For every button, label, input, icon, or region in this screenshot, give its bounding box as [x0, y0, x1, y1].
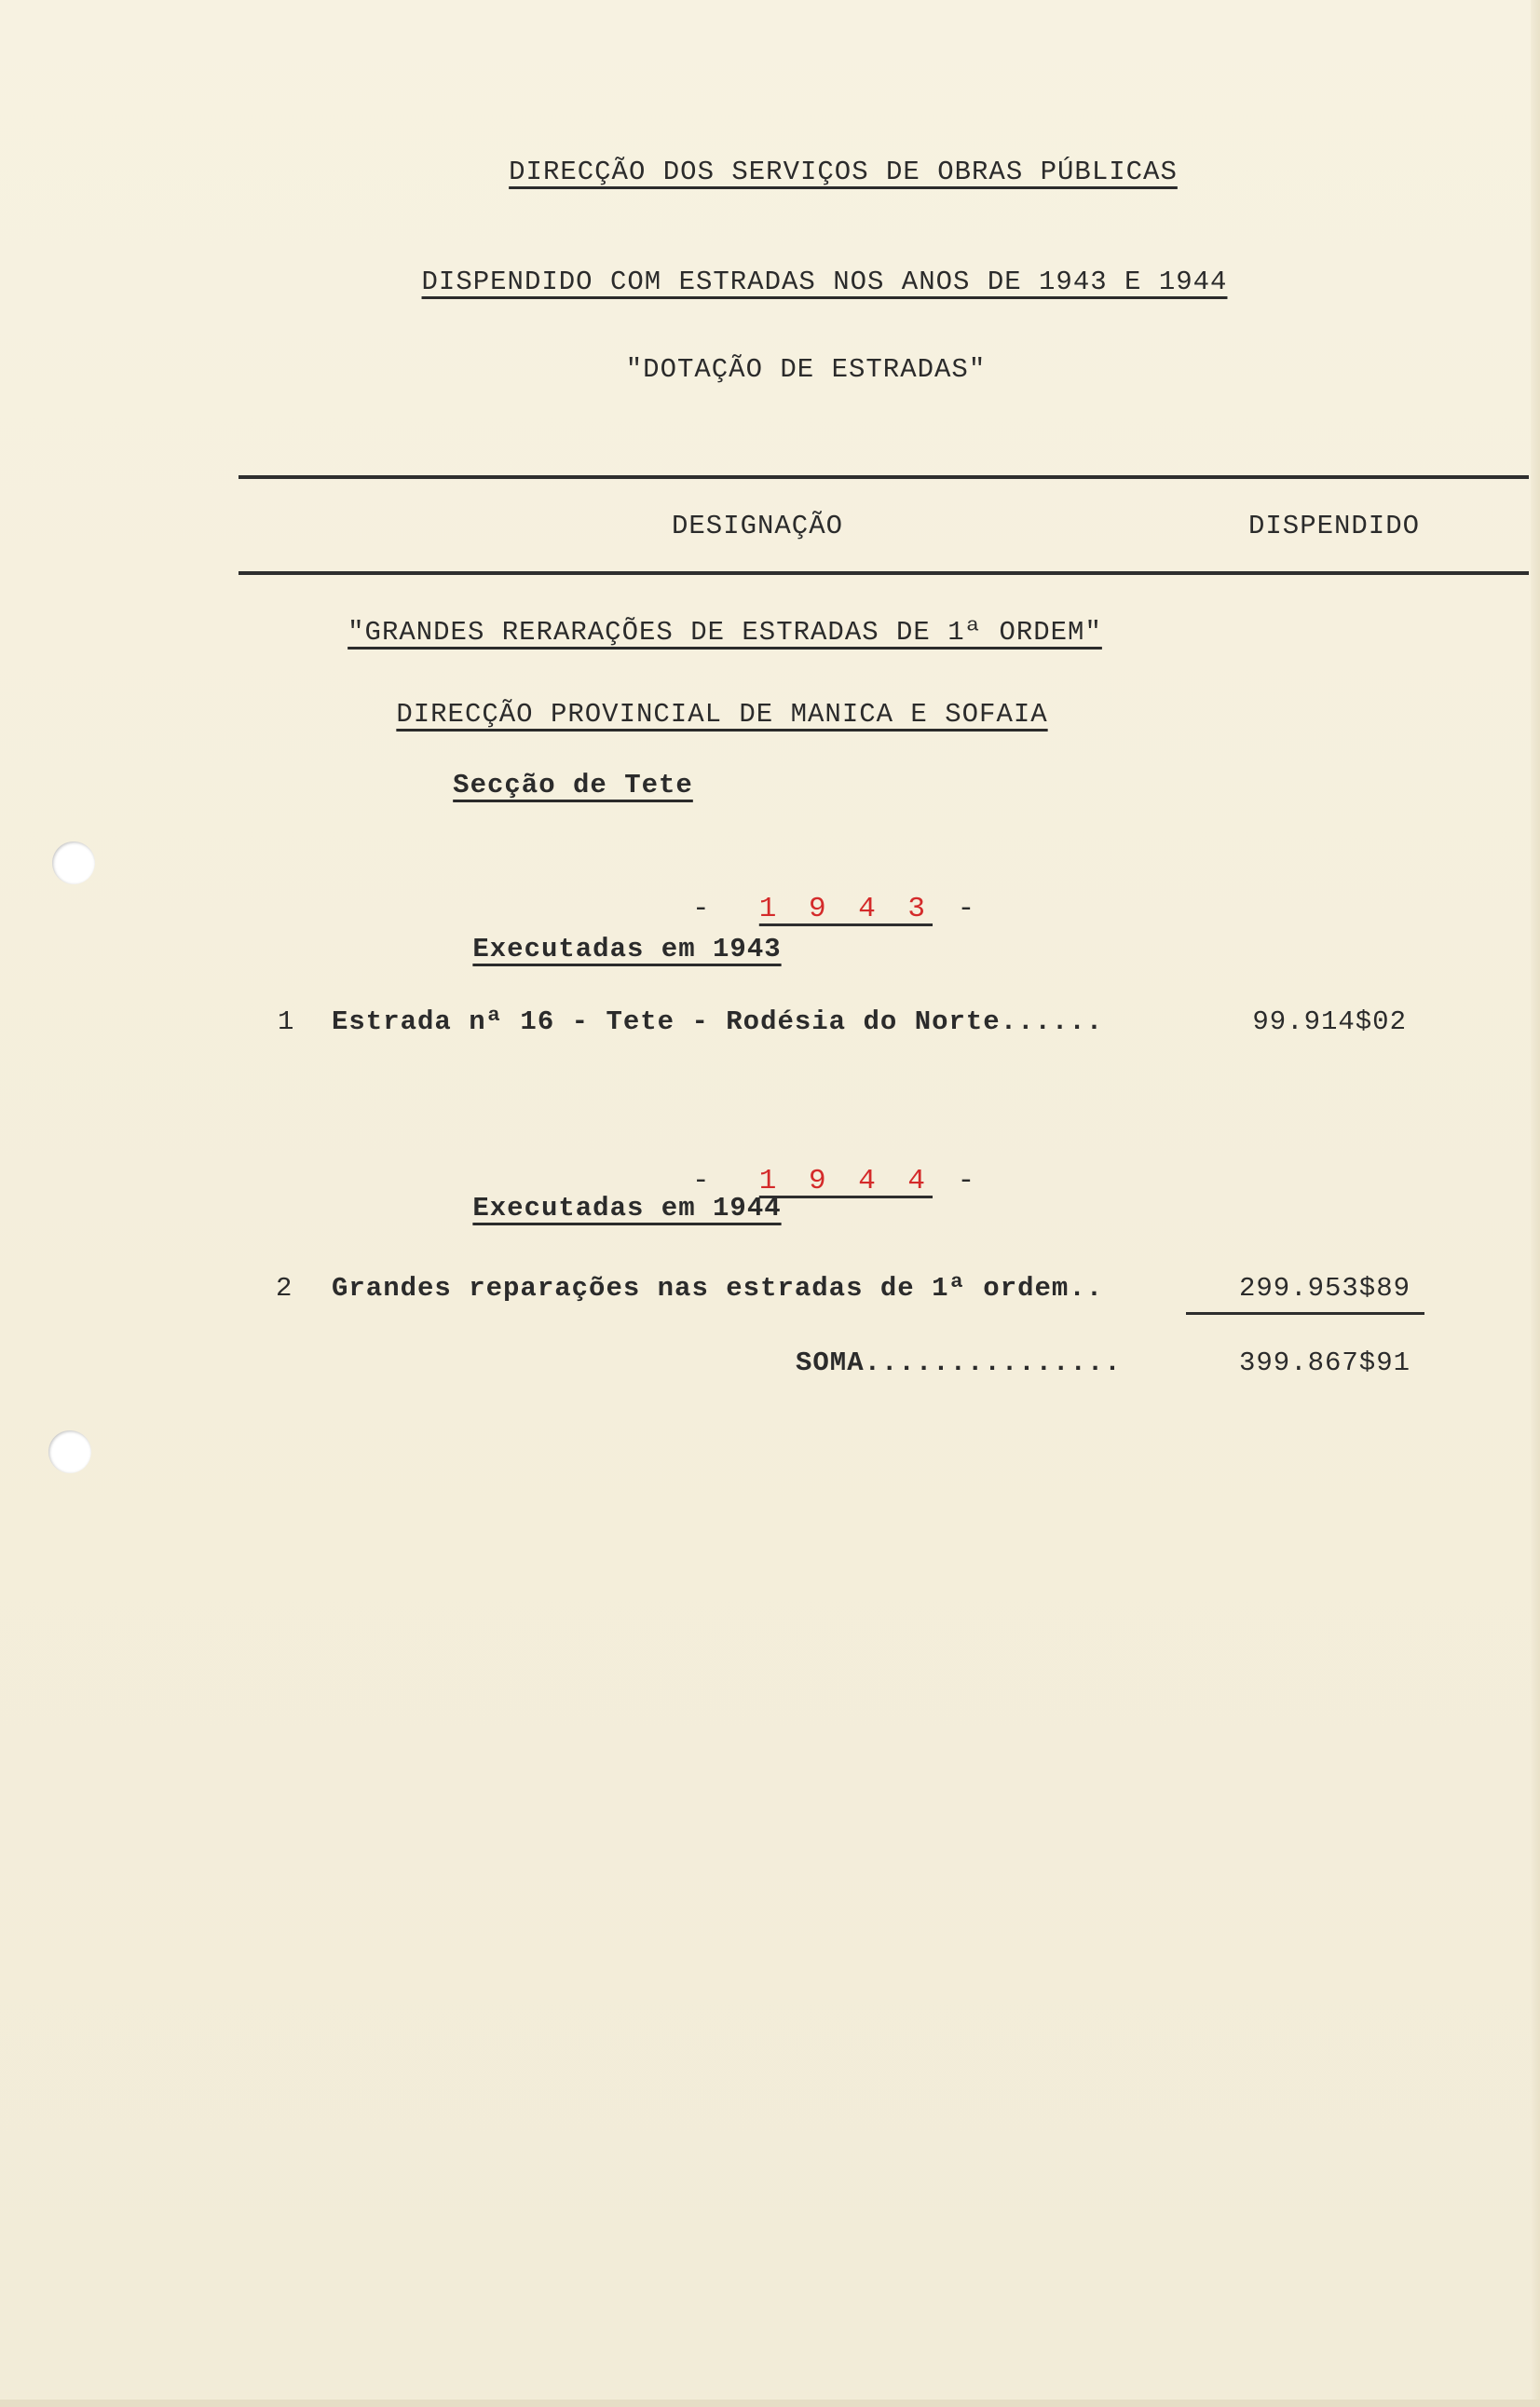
column-header-spent: DISPENDIDO: [1247, 511, 1421, 541]
department-title: DIRECÇÃO DOS SERVIÇOS DE OBRAS PÚBLICAS: [509, 157, 1178, 187]
executed-heading-1943: Executadas em 1943: [472, 934, 782, 964]
punch-hole-icon: [48, 1430, 91, 1473]
year-heading: - 1 9 4 4 -: [691, 1165, 975, 1197]
item-description: Estrada nª 16 - Tete - Rodésia do Norte......: [332, 1006, 1104, 1037]
year-1944: 1 9 4 4: [758, 1165, 934, 1197]
item-description: Grandes reparações nas estradas de 1ª ordem..: [332, 1273, 1104, 1304]
punch-hole-icon: [52, 841, 95, 884]
paper-edge-bottom: [0, 2400, 1540, 2407]
sum-rule: [1186, 1312, 1424, 1315]
column-header-designation: DESIGNAÇÃO: [671, 511, 844, 541]
year-1943: 1 9 4 3: [758, 893, 934, 925]
division-name: Secção de Tete: [453, 770, 693, 800]
total-label: SOMA...............: [796, 1347, 1122, 1378]
executed-heading-1944: Executadas em 1944: [472, 1193, 782, 1224]
provincial-directorate: DIRECÇÃO PROVINCIAL DE MANICA E SOFAIA: [396, 699, 1048, 730]
item-amount: 99.914$02: [1252, 1006, 1407, 1037]
document-subtitle: DISPENDIDO COM ESTRADAS NOS ANOS DE 1943 E 1944: [421, 267, 1228, 297]
paper-edge-right: [1531, 0, 1540, 2407]
item-number: 1: [278, 1006, 295, 1037]
total-amount: 399.867$91: [1238, 1347, 1411, 1378]
table-header-bottom-rule: [238, 571, 1529, 575]
section-title: "GRANDES RERARAÇÕES DE ESTRADAS DE 1ª ORDEM": [348, 617, 1102, 648]
allocation-title: "DOTAÇÃO DE ESTRADAS": [625, 354, 987, 385]
item-amount: 299.953$89: [1238, 1273, 1411, 1304]
year-heading: - 1 9 4 3 -: [691, 893, 975, 925]
table-top-rule: [238, 475, 1529, 479]
item-number: 2: [276, 1273, 293, 1304]
